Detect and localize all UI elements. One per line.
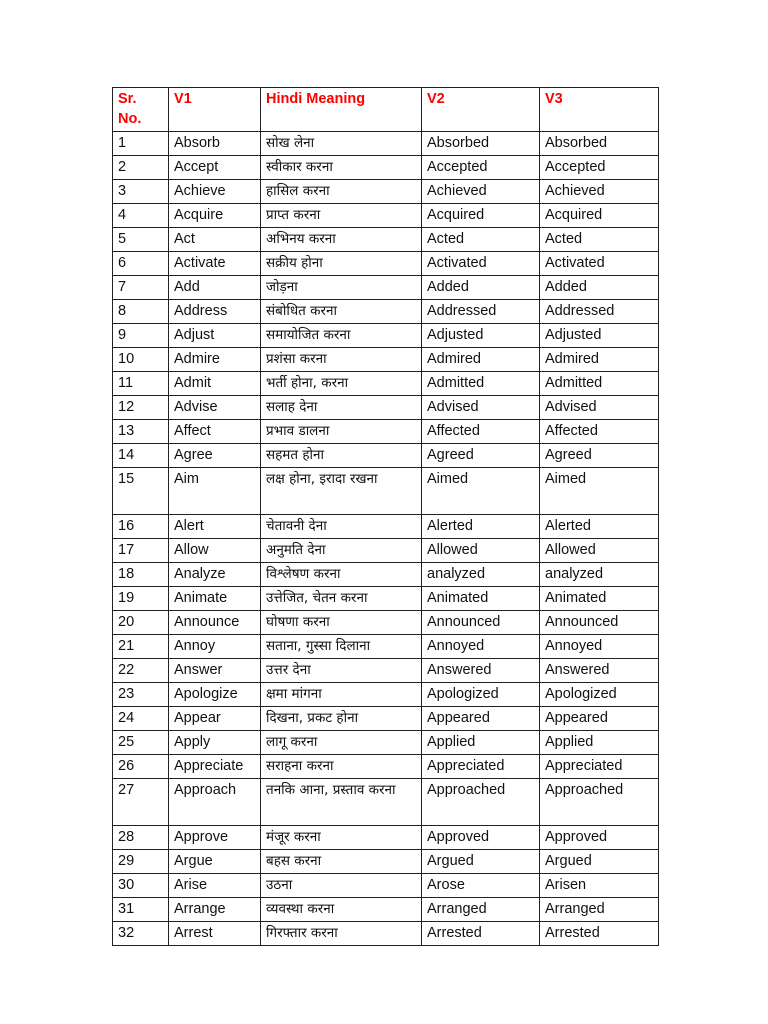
cell-v3: Argued bbox=[540, 850, 659, 874]
cell-v1: Address bbox=[169, 300, 261, 324]
cell-sr-no: 25 bbox=[113, 731, 169, 755]
cell-v2: Appeared bbox=[422, 707, 540, 731]
cell-hindi-meaning: लागू करना bbox=[261, 731, 422, 755]
cell-hindi-meaning: प्रभाव डालना bbox=[261, 420, 422, 444]
cell-sr-no: 24 bbox=[113, 707, 169, 731]
cell-hindi-meaning: लक्ष होना, इरादा रखना bbox=[261, 468, 422, 515]
cell-v1: Absorb bbox=[169, 132, 261, 156]
cell-v2: Addressed bbox=[422, 300, 540, 324]
cell-hindi-meaning: स्वीकार करना bbox=[261, 156, 422, 180]
cell-v2: Arose bbox=[422, 874, 540, 898]
header-hindi-meaning: Hindi Meaning bbox=[261, 88, 422, 132]
cell-v1: Appear bbox=[169, 707, 261, 731]
cell-v3: Adjusted bbox=[540, 324, 659, 348]
cell-v1: Announce bbox=[169, 611, 261, 635]
cell-hindi-meaning: गिरफ्तार करना bbox=[261, 922, 422, 946]
cell-v1: Answer bbox=[169, 659, 261, 683]
cell-v2: Added bbox=[422, 276, 540, 300]
cell-sr-no: 6 bbox=[113, 252, 169, 276]
cell-v2: Apologized bbox=[422, 683, 540, 707]
cell-v1: Affect bbox=[169, 420, 261, 444]
cell-sr-no: 7 bbox=[113, 276, 169, 300]
cell-v3: Apologized bbox=[540, 683, 659, 707]
cell-hindi-meaning: उत्तेजित, चेतन करना bbox=[261, 587, 422, 611]
verb-forms-table bbox=[112, 87, 659, 946]
table-row bbox=[113, 156, 659, 180]
table-row bbox=[113, 707, 659, 731]
cell-hindi-meaning: सताना, गुस्सा दिलाना bbox=[261, 635, 422, 659]
header-row bbox=[113, 88, 659, 132]
table-row bbox=[113, 683, 659, 707]
cell-v2: Animated bbox=[422, 587, 540, 611]
cell-v3: Answered bbox=[540, 659, 659, 683]
cell-sr-no: 14 bbox=[113, 444, 169, 468]
cell-v2: Appreciated bbox=[422, 755, 540, 779]
cell-sr-no: 16 bbox=[113, 515, 169, 539]
cell-v2: Admitted bbox=[422, 372, 540, 396]
cell-hindi-meaning: घोषणा करना bbox=[261, 611, 422, 635]
cell-v1: Apologize bbox=[169, 683, 261, 707]
cell-v1: Add bbox=[169, 276, 261, 300]
cell-v1: Allow bbox=[169, 539, 261, 563]
cell-v3: Allowed bbox=[540, 539, 659, 563]
cell-v2: Annoyed bbox=[422, 635, 540, 659]
cell-hindi-meaning: विश्लेषण करना bbox=[261, 563, 422, 587]
table-row bbox=[113, 324, 659, 348]
cell-v1: Arise bbox=[169, 874, 261, 898]
cell-sr-no: 32 bbox=[113, 922, 169, 946]
cell-v3: Annoyed bbox=[540, 635, 659, 659]
table-row bbox=[113, 180, 659, 204]
table-row bbox=[113, 587, 659, 611]
table-row bbox=[113, 228, 659, 252]
cell-v3: Arranged bbox=[540, 898, 659, 922]
cell-hindi-meaning: मंजूर करना bbox=[261, 826, 422, 850]
table-row bbox=[113, 444, 659, 468]
cell-hindi-meaning: दिखना, प्रकट होना bbox=[261, 707, 422, 731]
cell-hindi-meaning: हासिल करना bbox=[261, 180, 422, 204]
cell-hindi-meaning: भर्ती होना, करना bbox=[261, 372, 422, 396]
cell-v1: Admire bbox=[169, 348, 261, 372]
cell-v3: Arrested bbox=[540, 922, 659, 946]
cell-v3: Appeared bbox=[540, 707, 659, 731]
cell-hindi-meaning: जोड़ना bbox=[261, 276, 422, 300]
cell-v1: Activate bbox=[169, 252, 261, 276]
cell-v1: Arrange bbox=[169, 898, 261, 922]
cell-v2: Arrested bbox=[422, 922, 540, 946]
cell-v1: Apply bbox=[169, 731, 261, 755]
cell-hindi-meaning: तनकि आना, प्रस्ताव करना bbox=[261, 779, 422, 826]
table-row bbox=[113, 755, 659, 779]
cell-v1: Act bbox=[169, 228, 261, 252]
cell-sr-no: 12 bbox=[113, 396, 169, 420]
cell-v3: Acquired bbox=[540, 204, 659, 228]
cell-v1: Argue bbox=[169, 850, 261, 874]
cell-v3: Alerted bbox=[540, 515, 659, 539]
cell-v1: Approach bbox=[169, 779, 261, 826]
cell-v3: Activated bbox=[540, 252, 659, 276]
cell-sr-no: 17 bbox=[113, 539, 169, 563]
header-v1: V1 bbox=[169, 88, 261, 132]
cell-v3: Absorbed bbox=[540, 132, 659, 156]
cell-v1: Approve bbox=[169, 826, 261, 850]
cell-v3: Addressed bbox=[540, 300, 659, 324]
cell-v3: Agreed bbox=[540, 444, 659, 468]
cell-v3: Added bbox=[540, 276, 659, 300]
cell-v1: Aim bbox=[169, 468, 261, 515]
cell-hindi-meaning: प्राप्त करना bbox=[261, 204, 422, 228]
table-row bbox=[113, 468, 659, 515]
cell-sr-no: 1 bbox=[113, 132, 169, 156]
cell-hindi-meaning: अभिनय करना bbox=[261, 228, 422, 252]
cell-sr-no: 3 bbox=[113, 180, 169, 204]
cell-v2: Acquired bbox=[422, 204, 540, 228]
cell-v2: Answered bbox=[422, 659, 540, 683]
cell-v2: Applied bbox=[422, 731, 540, 755]
table-row bbox=[113, 826, 659, 850]
cell-v3: Admitted bbox=[540, 372, 659, 396]
cell-sr-no: 20 bbox=[113, 611, 169, 635]
table-row bbox=[113, 659, 659, 683]
cell-sr-no: 8 bbox=[113, 300, 169, 324]
table-row bbox=[113, 300, 659, 324]
cell-v2: Adjusted bbox=[422, 324, 540, 348]
cell-v2: Acted bbox=[422, 228, 540, 252]
cell-v3: Accepted bbox=[540, 156, 659, 180]
cell-sr-no: 2 bbox=[113, 156, 169, 180]
table-row bbox=[113, 898, 659, 922]
table-row bbox=[113, 563, 659, 587]
cell-sr-no: 29 bbox=[113, 850, 169, 874]
cell-v2: Admired bbox=[422, 348, 540, 372]
table-row bbox=[113, 420, 659, 444]
cell-v1: Alert bbox=[169, 515, 261, 539]
cell-v2: Alerted bbox=[422, 515, 540, 539]
cell-sr-no: 15 bbox=[113, 468, 169, 515]
header-sr-no: Sr. No. bbox=[113, 88, 169, 132]
cell-v2: Activated bbox=[422, 252, 540, 276]
cell-v3: Aimed bbox=[540, 468, 659, 515]
cell-v2: Aimed bbox=[422, 468, 540, 515]
cell-v2: Arranged bbox=[422, 898, 540, 922]
cell-hindi-meaning: सराहना करना bbox=[261, 755, 422, 779]
cell-v2: Advised bbox=[422, 396, 540, 420]
cell-v1: Advise bbox=[169, 396, 261, 420]
cell-sr-no: 19 bbox=[113, 587, 169, 611]
cell-hindi-meaning: बहस करना bbox=[261, 850, 422, 874]
table-row bbox=[113, 132, 659, 156]
cell-hindi-meaning: सहमत होना bbox=[261, 444, 422, 468]
cell-hindi-meaning: क्षमा मांगना bbox=[261, 683, 422, 707]
cell-sr-no: 13 bbox=[113, 420, 169, 444]
cell-hindi-meaning: संबोधित करना bbox=[261, 300, 422, 324]
cell-v2: Argued bbox=[422, 850, 540, 874]
table-row bbox=[113, 276, 659, 300]
table-row bbox=[113, 204, 659, 228]
table-header bbox=[113, 88, 659, 132]
cell-v1: Arrest bbox=[169, 922, 261, 946]
cell-sr-no: 26 bbox=[113, 755, 169, 779]
cell-v2: analyzed bbox=[422, 563, 540, 587]
cell-v2: Affected bbox=[422, 420, 540, 444]
cell-sr-no: 22 bbox=[113, 659, 169, 683]
cell-v1: Accept bbox=[169, 156, 261, 180]
cell-v2: Accepted bbox=[422, 156, 540, 180]
cell-v3: Applied bbox=[540, 731, 659, 755]
cell-hindi-meaning: सलाह देना bbox=[261, 396, 422, 420]
table-row bbox=[113, 539, 659, 563]
cell-v3: Achieved bbox=[540, 180, 659, 204]
table-row bbox=[113, 515, 659, 539]
header-v3: V3 bbox=[540, 88, 659, 132]
cell-hindi-meaning: समायोजित करना bbox=[261, 324, 422, 348]
cell-v2: Allowed bbox=[422, 539, 540, 563]
cell-hindi-meaning: व्यवस्था करना bbox=[261, 898, 422, 922]
cell-v3: Admired bbox=[540, 348, 659, 372]
cell-sr-no: 10 bbox=[113, 348, 169, 372]
cell-sr-no: 28 bbox=[113, 826, 169, 850]
cell-hindi-meaning: सक्रीय होना bbox=[261, 252, 422, 276]
table-row bbox=[113, 731, 659, 755]
cell-v3: Affected bbox=[540, 420, 659, 444]
cell-sr-no: 9 bbox=[113, 324, 169, 348]
cell-hindi-meaning: उठना bbox=[261, 874, 422, 898]
cell-sr-no: 27 bbox=[113, 779, 169, 826]
cell-v3: analyzed bbox=[540, 563, 659, 587]
cell-v3: Announced bbox=[540, 611, 659, 635]
cell-v2: Approved bbox=[422, 826, 540, 850]
cell-sr-no: 4 bbox=[113, 204, 169, 228]
cell-v1: Appreciate bbox=[169, 755, 261, 779]
cell-v1: Animate bbox=[169, 587, 261, 611]
table-row bbox=[113, 252, 659, 276]
cell-sr-no: 11 bbox=[113, 372, 169, 396]
header-v2: V2 bbox=[422, 88, 540, 132]
cell-v1: Admit bbox=[169, 372, 261, 396]
table-row bbox=[113, 611, 659, 635]
table-row bbox=[113, 348, 659, 372]
cell-sr-no: 5 bbox=[113, 228, 169, 252]
cell-sr-no: 31 bbox=[113, 898, 169, 922]
cell-v3: Advised bbox=[540, 396, 659, 420]
cell-v2: Achieved bbox=[422, 180, 540, 204]
table-row bbox=[113, 372, 659, 396]
table-row bbox=[113, 396, 659, 420]
cell-v3: Approached bbox=[540, 779, 659, 826]
cell-v3: Appreciated bbox=[540, 755, 659, 779]
cell-v3: Approved bbox=[540, 826, 659, 850]
cell-hindi-meaning: अनुमति देना bbox=[261, 539, 422, 563]
cell-v2: Absorbed bbox=[422, 132, 540, 156]
cell-sr-no: 23 bbox=[113, 683, 169, 707]
table-row bbox=[113, 635, 659, 659]
table-row bbox=[113, 874, 659, 898]
cell-v3: Animated bbox=[540, 587, 659, 611]
cell-v1: Agree bbox=[169, 444, 261, 468]
cell-sr-no: 21 bbox=[113, 635, 169, 659]
cell-v2: Approached bbox=[422, 779, 540, 826]
cell-v1: Analyze bbox=[169, 563, 261, 587]
cell-v1: Annoy bbox=[169, 635, 261, 659]
cell-v1: Acquire bbox=[169, 204, 261, 228]
cell-v1: Adjust bbox=[169, 324, 261, 348]
cell-v3: Arisen bbox=[540, 874, 659, 898]
cell-hindi-meaning: चेतावनी देना bbox=[261, 515, 422, 539]
cell-sr-no: 18 bbox=[113, 563, 169, 587]
table-row bbox=[113, 922, 659, 946]
cell-sr-no: 30 bbox=[113, 874, 169, 898]
table-row bbox=[113, 779, 659, 826]
table-row bbox=[113, 850, 659, 874]
cell-hindi-meaning: उत्तर देना bbox=[261, 659, 422, 683]
cell-v3: Acted bbox=[540, 228, 659, 252]
cell-v2: Announced bbox=[422, 611, 540, 635]
cell-hindi-meaning: प्रशंसा करना bbox=[261, 348, 422, 372]
table-body bbox=[113, 132, 659, 946]
cell-hindi-meaning: सोख लेना bbox=[261, 132, 422, 156]
cell-v2: Agreed bbox=[422, 444, 540, 468]
cell-v1: Achieve bbox=[169, 180, 261, 204]
